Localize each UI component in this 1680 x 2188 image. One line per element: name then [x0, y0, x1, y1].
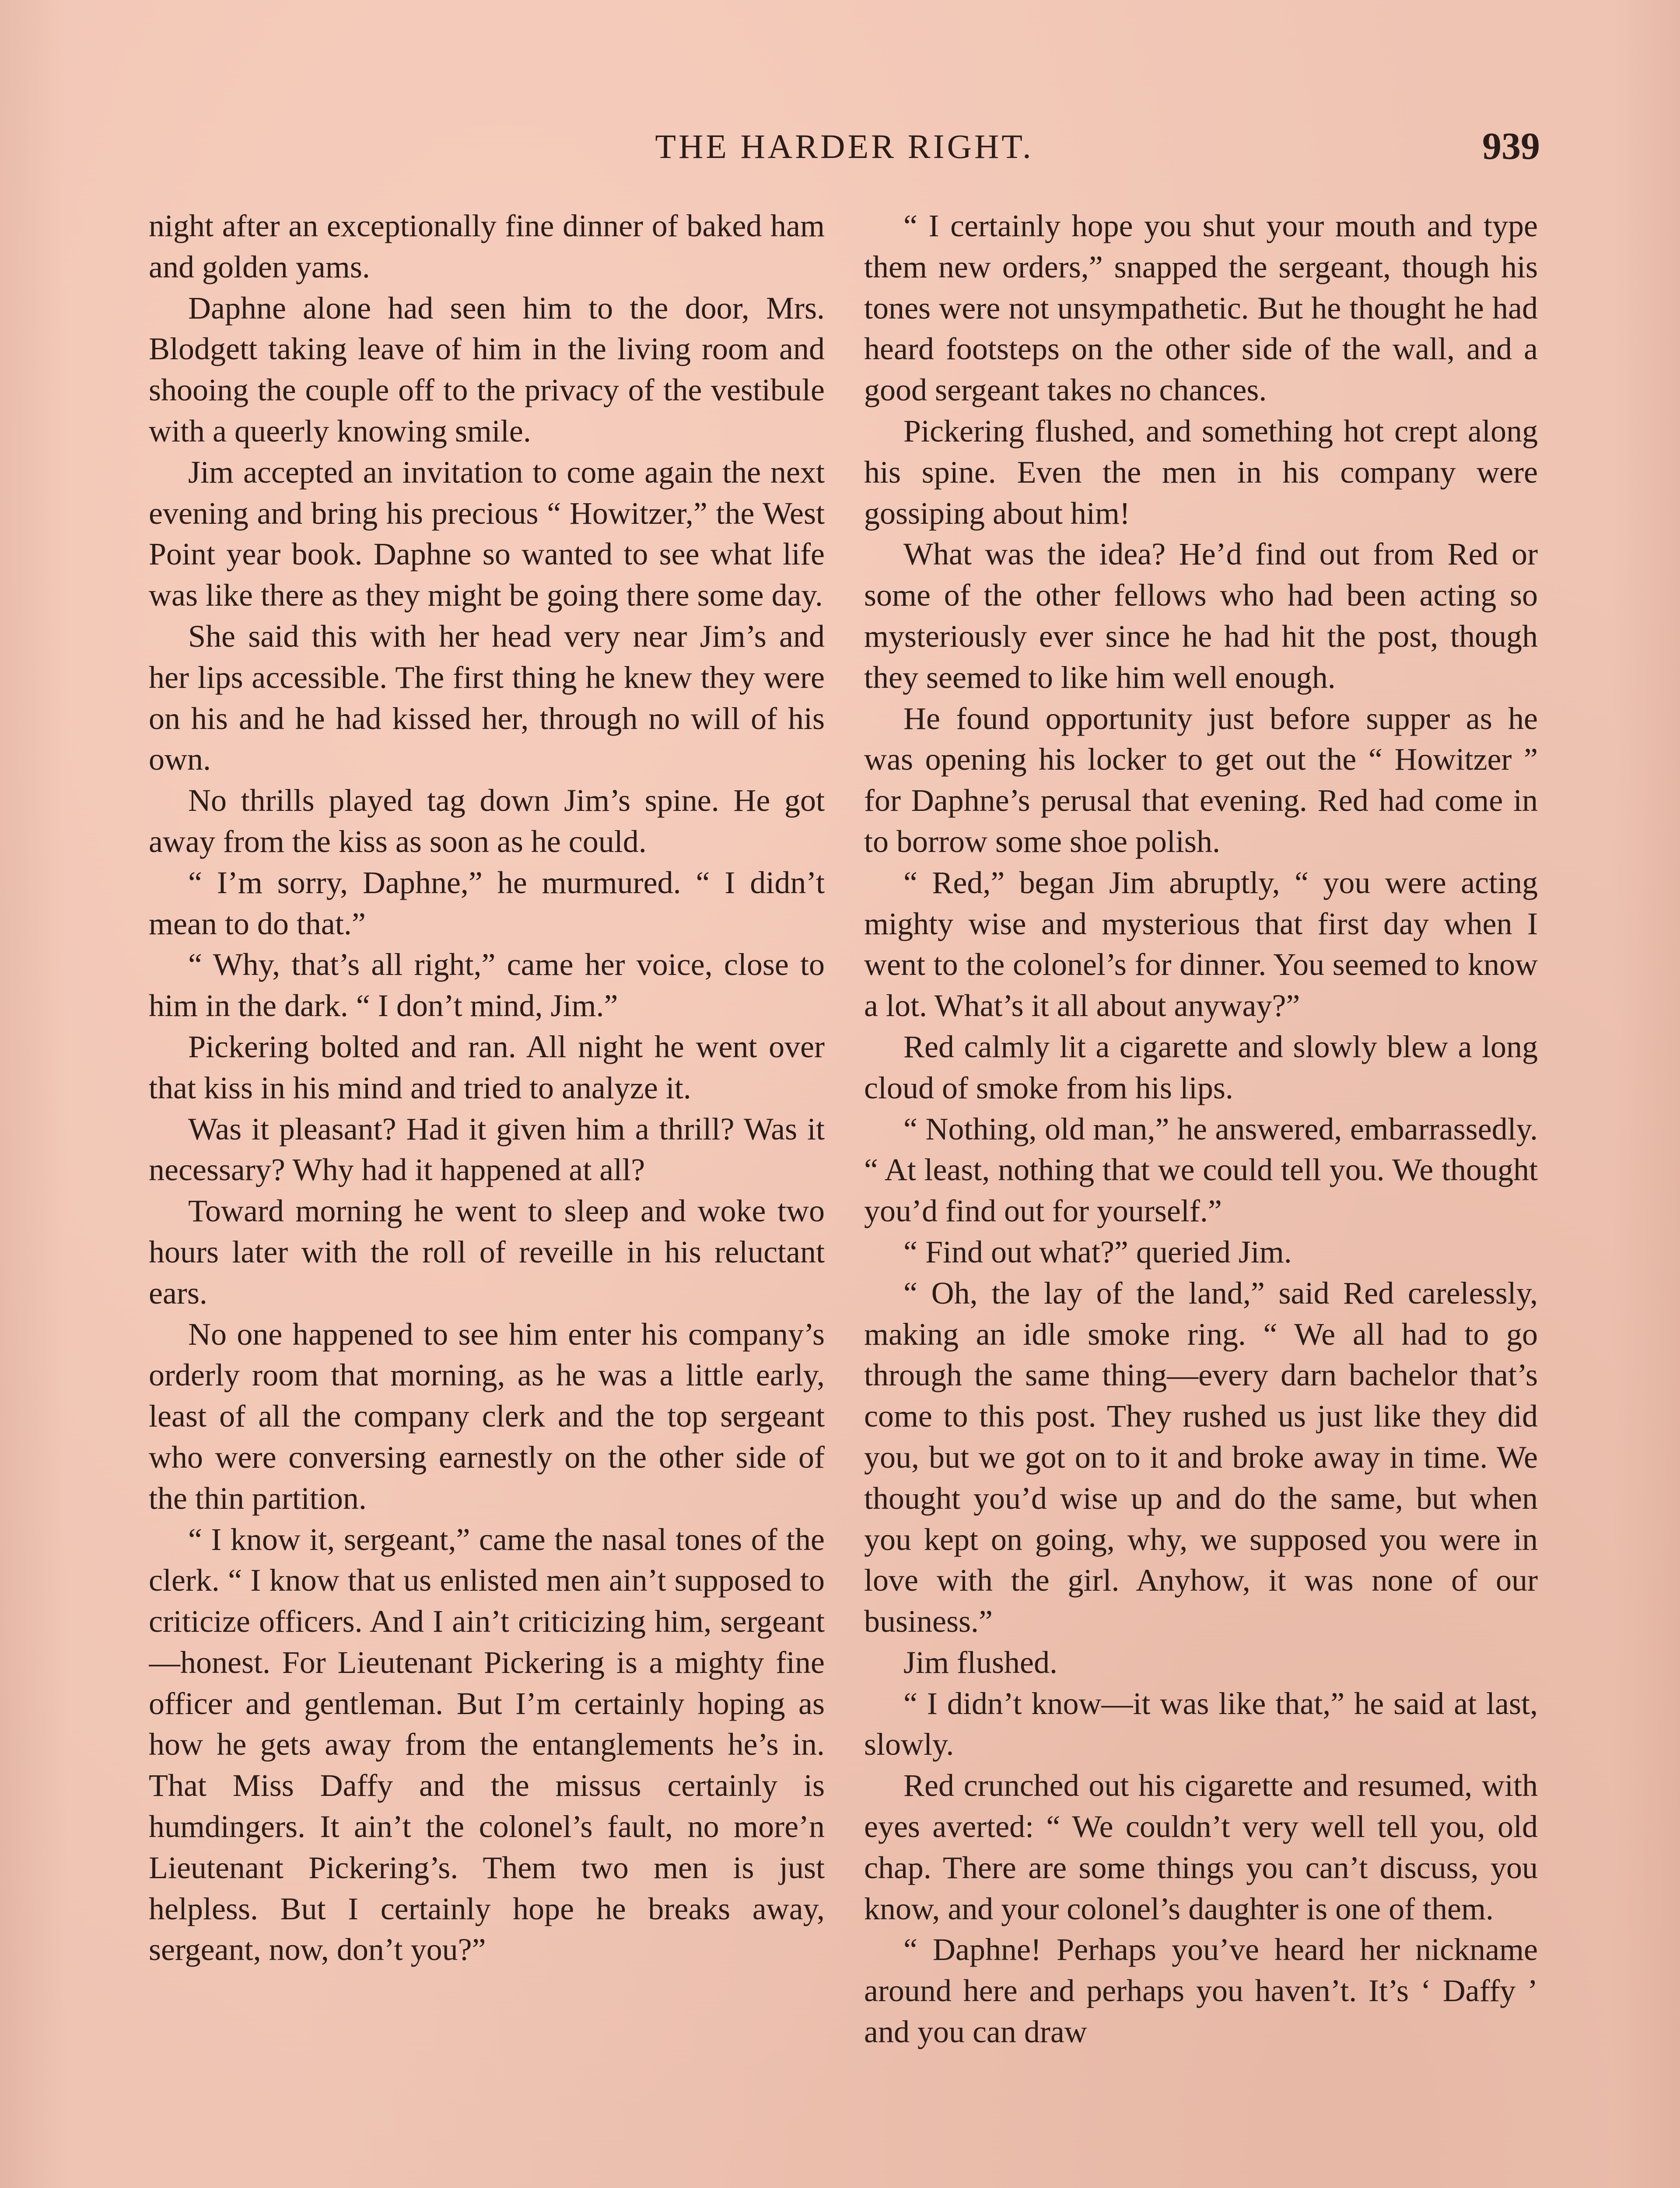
- paragraph: “ I certainly hope you shut your mouth and type them new orders,” snapped the sergeant, though his tones were not unsympathetic. But he thought he had heard footsteps on the other side of the wall, and a good sergeant takes no chances.: [864, 208, 1538, 408]
- paragraph: No thrills played tag down Jim’s spine. He got away from the kiss as soon as he could.: [149, 783, 825, 859]
- paragraph: “ Daphne! Perhaps you’ve heard her nickname around here and perhaps you haven’t. It’s ‘ Daffy ’ and you can draw: [864, 1932, 1538, 2050]
- paragraph: “ I know it, sergeant,” came the nasal tones of the clerk. “ I know that us enlisted men ain’t supposed to criticize officers. And I ain’t criticizing him, sergeant —honest. For Lieutenant Pickering is a mighty fine officer and gentleman. But I’m certainly hoping as how he gets away from the entanglements he’s in. That Miss Daffy and the missus certainly is humdingers. It ain’t the colonel’s fault, no more’n Lieutenant Pickering’s. Them two men is just helpless. But I certainly hope he breaks away, sergeant, now, don’t you?”: [149, 1522, 825, 1967]
- running-title: THE HARDER RIGHT.: [655, 127, 1034, 165]
- paragraph: Jim flushed.: [903, 1645, 1057, 1680]
- paragraph: He found opportunity just before supper as he was opening his locker to get out the “ Howitzer ” for Daphne’s perusal that evening. Red had come in to borrow some shoe polish.: [864, 701, 1538, 859]
- right-column: [864, 206, 1538, 2188]
- paragraph: “ I didn’t know—it was like that,” he said at last, slowly.: [864, 1686, 1538, 1762]
- paragraph: night after an exceptionally fine dinner of baked ham and golden yams.: [149, 208, 825, 284]
- paragraph: “ Red,” began Jim abruptly, “ you were acting mighty wise and mysterious that first day when I went to the colonel’s for dinner. You seemed to know a lot. What’s it all about anyway?”: [864, 865, 1538, 1024]
- paragraph: Pickering bolted and ran. All night he went over that kiss in his mind and tried to analyze it.: [149, 1029, 825, 1105]
- paragraph: Daphne alone had seen him to the door, Mrs. Blodgett taking leave of him in the living room and shooing the couple off to the privacy of the vestibule with a queerly knowing smile.: [149, 290, 825, 449]
- left-column: [149, 206, 825, 2188]
- paragraph: “ Find out what?” queried Jim.: [903, 1234, 1292, 1269]
- paragraph: She said this with her head very near Jim’s and her lips accessible. The first thing he knew they were on his and he had kissed her, through no will of his own.: [149, 618, 825, 777]
- page-number: 939: [1482, 125, 1540, 168]
- paragraph: “ Why, that’s all right,” came her voice, close to him in the dark. “ I don’t mind, Jim.”: [149, 947, 825, 1024]
- paragraph: Pickering flushed, and something hot crept along his spine. Even the men in his company were gossiping about him!: [864, 413, 1538, 531]
- paragraph: Red calmly lit a cigarette and slowly blew a long cloud of smoke from his lips.: [864, 1029, 1538, 1105]
- paragraph: No one happened to see him enter his company’s orderly room that morning, as he was a little early, least of all the company clerk and the top sergeant who were conversing earnestly on the other side of the thin partition.: [149, 1316, 825, 1516]
- paragraph: Jim accepted an invitation to come again the next evening and bring his precious “ Howitzer,” the West Point year book. Daphne so wanted to see what life was like there as they might be going there some day.: [149, 454, 825, 613]
- paragraph: Was it pleasant? Had it given him a thrill? Was it necessary? Why had it happened at all?: [149, 1111, 825, 1188]
- paragraph: What was the idea? He’d find out from Red or some of the other fellows who had been acting so mysteriously ever since he had hit the post, though they seemed to like him well enough.: [864, 536, 1538, 695]
- paragraph: “ Nothing, old man,” he answered, embarrassedly. “ At least, nothing that we could tell you. We thought you’d find out for yourself.”: [864, 1111, 1538, 1229]
- paragraph: Red crunched out his cigarette and resumed, with eyes averted: “ We couldn’t very well tell you, old chap. There are some things you can’t discuss, you know, and your colonel’s daughter is one of them.: [864, 1768, 1538, 1926]
- paragraph: “ I’m sorry, Daphne,” he murmured. “ I didn’t mean to do that.”: [149, 865, 825, 941]
- paragraph: “ Oh, the lay of the land,” said Red carelessly, making an idle smoke ring. “ We all had to go through the same thing—every darn bachelor that’s come to this post. They rushed us just like they did you, but we got on to it and broke away in time. We thought you’d wise up and do the same, but when you kept on going, why, we supposed you were in love with the girl. Anyhow, it was none of our business.”: [864, 1275, 1538, 1639]
- paragraph: Toward morning he went to sleep and woke two hours later with the roll of reveille in his reluctant ears.: [149, 1193, 825, 1311]
- running-header: [149, 127, 1540, 179]
